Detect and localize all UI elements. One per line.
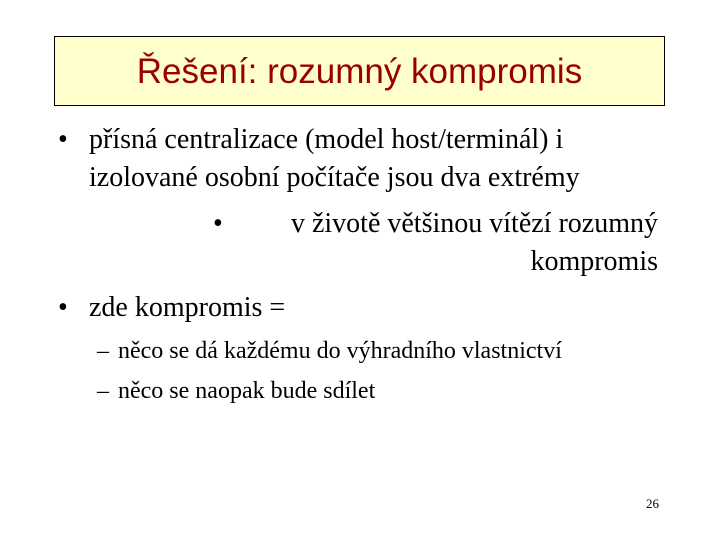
dash-marker: – [97, 338, 109, 364]
bullet2-text: zde kompromis = [89, 292, 286, 323]
bullet-marker: • [58, 124, 68, 155]
bullet1-line2: izolované osobní počítače jsou dva extrémy [89, 162, 580, 193]
bullet1-sub-line1: v životě většinou vítězí rozumný [290, 208, 658, 239]
sub-item: něco se dá každému do výhradního vlastnictví [118, 338, 562, 364]
bullet1-line1: přísná centralizace (model host/terminál) i [89, 124, 564, 155]
sub-item: něco se naopak bude sdílet [118, 378, 376, 404]
bullet-marker: • [58, 292, 68, 323]
bullet-marker: • [213, 208, 223, 239]
slide-title-box [54, 36, 665, 106]
slide-title: Řešení: rozumný kompromis [136, 51, 583, 91]
dash-marker: – [97, 378, 109, 404]
bullet1-sub-line2: kompromis [530, 246, 658, 277]
page-number: 26 [646, 496, 659, 511]
